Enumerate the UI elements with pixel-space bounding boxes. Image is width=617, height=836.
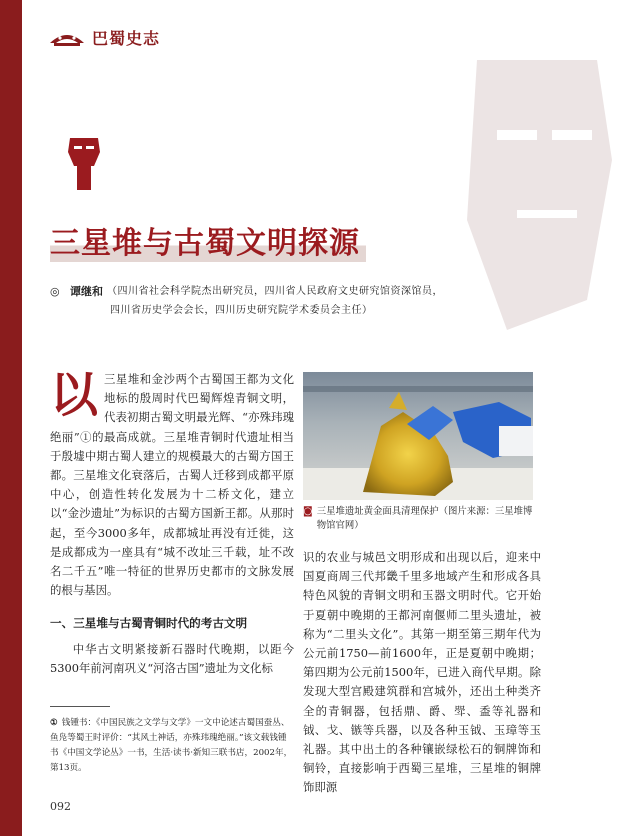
right-column-paragraph: 识的农业与城邑文明形成和出现以后，迎来中国夏商周三代邦畿千里多地域产生和形成各具特色风貌的青铜文明和玉器文明时代。它开始于夏朝中晚期的王都河南偃师二里头遗址，被称为“二里头文化”。其第一期至第三期年代为公元前1750—前1600年，正是夏朝中晚期；第四期为公元前1500年，已进入商代早期。除发现大型宫殿建筑群和宫城外，还出土种类齐全的青铜器，包括鼎、爵、斝、盉等礼器和钺、戈、镞等兵器，以及各种玉钺、玉璋等玉礼器。其中出土的各种镶嵌绿松石的铜牌饰和铜铃，直接影响于西蜀三星堆，三星堆的铜牌饰即源 xyxy=(303,550,541,795)
journal-title: 巴蜀史志 xyxy=(92,29,161,48)
bronze-head-icon xyxy=(64,132,104,194)
intro-paragraph: 三星堆和金沙两个古蜀国王都为文化地标的殷周时代巴蜀辉煌青铜文明，代表初期古蜀文明最光辉、“亦殊玮瑰绝丽”①的最高成就。三星堆青铜时代遗址相当于殷墟中期古蜀人建立的规模最大的古蜀方国王都。三星堆文化衰落后，古蜀人迁移到成都平原中心，创造性转化发展为十二桥文化，建立以“金沙遗址”为标识的古蜀方国新王都。从那时起，至今3000多年，成都城址再没有迁徙，这是成都成为一座具有“城不改址三千载，址不改名二千五”唯一特征的世界历史都市的文脉发展的根与基因。 xyxy=(50,372,294,598)
photo-caption-text: 三星堆遗址黄金面具清理保护（图片来源：三星堆博物馆官网） xyxy=(316,506,533,531)
gold-mask-photo xyxy=(303,372,533,500)
author-description-continued: 四川省历史学会会长，四川历史研究院学术委员会主任） xyxy=(110,305,373,316)
left-column xyxy=(50,367,294,678)
photo-caption xyxy=(303,505,537,533)
footnote-mark: ① xyxy=(50,718,58,728)
section-heading: 一、三星堆与古蜀青铜时代的考古文明 xyxy=(50,616,248,631)
left-accent-bar xyxy=(0,0,22,836)
author-description: （四川省社会科学院杰出研究员，四川省人民政府文史研究馆资深馆员， xyxy=(107,286,443,297)
footnote-divider xyxy=(50,706,110,707)
footnote xyxy=(50,716,294,776)
journal-header xyxy=(48,26,160,49)
drop-cap: 以 xyxy=(50,367,99,423)
author-mark: ◎ xyxy=(50,285,60,298)
bronze-emblem-icon xyxy=(48,29,86,47)
section-paragraph: 中华古文明紧接新石器时代晚期，以距今5300年前河南巩义“河洛古国”遗址为文化标 xyxy=(50,641,294,675)
page-number: 092 xyxy=(50,800,71,813)
right-column xyxy=(303,548,541,798)
photo-caption-icon: ◙ xyxy=(303,506,313,517)
author-block xyxy=(50,282,570,320)
footnote-text: 钱锺书：《中国民族之文学与文学》一文中论述古蜀国蚕丛、鱼凫等蜀王时评价：“其风土神话，亦殊玮瑰绝丽。”该文载钱锺书《中国文学论丛》一书，生活·读书·新知三联书店，2002年，第13页。 xyxy=(50,718,293,773)
article-title: 三星堆与古蜀文明探源 xyxy=(50,218,366,262)
author-name: 谭继和 xyxy=(70,285,103,298)
